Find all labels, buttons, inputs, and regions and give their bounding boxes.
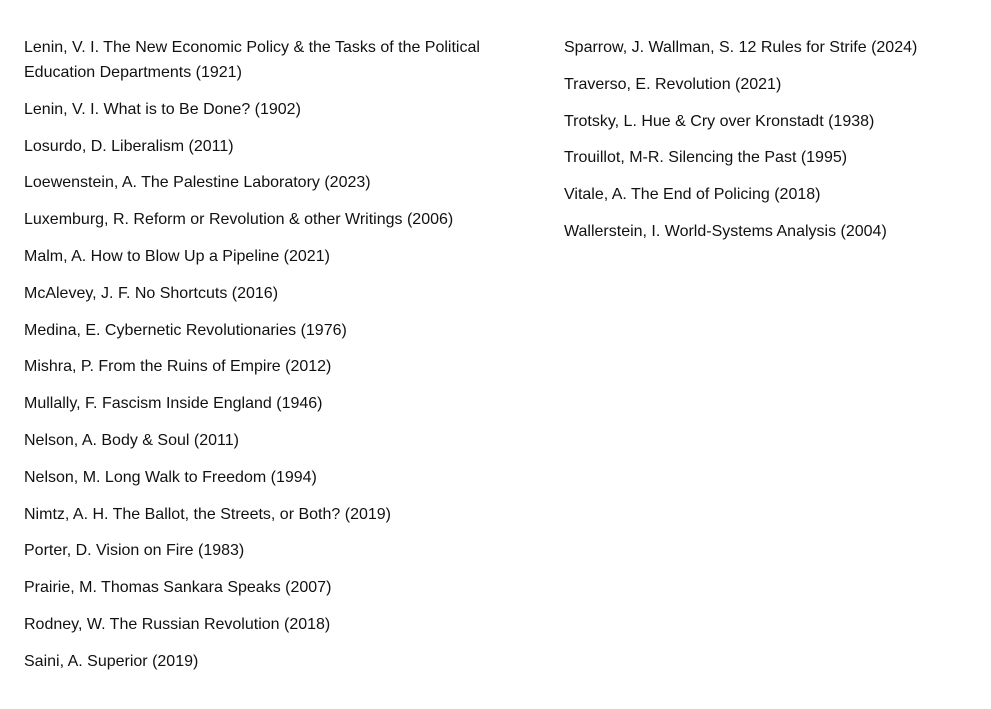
list-item[interactable]: Saini, A. Superior (2019) [24,652,199,670]
list-item[interactable]: Mishra, P. From the Ruins of Empire (2012) [24,358,332,376]
reading-list [24,35,974,686]
list-item[interactable]: Traverso, E. Revolution (2021) [564,75,782,93]
list-item[interactable]: Prairie, M. Thomas Sankara Speaks (2007) [24,579,332,597]
list-item[interactable]: Nimtz, A. H. The Ballot, the Streets, or Both? (2019) [24,505,391,523]
reading-list-left-column [24,35,524,686]
list-item[interactable]: McAlevey, J. F. No Shortcuts (2016) [24,284,279,302]
list-item[interactable]: Porter, D. Vision on Fire (1983) [24,542,245,560]
list-item[interactable]: Nelson, M. Long Walk to Freedom (1994) [24,468,317,486]
list-item[interactable]: Malm, A. How to Blow Up a Pipeline (2021) [24,247,330,265]
list-item[interactable]: Vitale, A. The End of Policing (2018) [564,186,821,204]
list-item[interactable]: Mullally, F. Fascism Inside England (1946) [24,395,323,413]
list-item[interactable]: Wallerstein, I. World-Systems Analysis (2004) [564,222,887,240]
list-item[interactable]: Loewenstein, A. The Palestine Laboratory (2023) [24,174,371,192]
list-item[interactable]: Losurdo, D. Liberalism (2011) [24,137,234,155]
list-item[interactable]: Sparrow, J. Wallman, S. 12 Rules for Strife (2024) [564,39,918,56]
list-item[interactable]: Rodney, W. The Russian Revolution (2018) [24,615,331,633]
list-item[interactable]: Nelson, A. Body & Soul (2011) [24,431,239,449]
list-item[interactable]: Medina, E. Cybernetic Revolutionaries (1976) [24,321,347,339]
list-item[interactable]: Trotsky, L. Hue & Cry over Kronstadt (1938) [564,112,875,130]
list-item[interactable]: Lenin, V. I. What is to Be Done? (1902) [24,100,301,118]
reading-list-right-column [564,35,974,686]
list-item[interactable]: Luxemburg, R. Reform or Revolution & other Writings (2006) [24,211,454,229]
list-item[interactable]: Lenin, V. I. The New Economic Policy & the Tasks of the Political Education Departments (1921) [24,39,480,81]
list-item[interactable]: Trouillot, M-R. Silencing the Past (1995) [564,149,848,167]
